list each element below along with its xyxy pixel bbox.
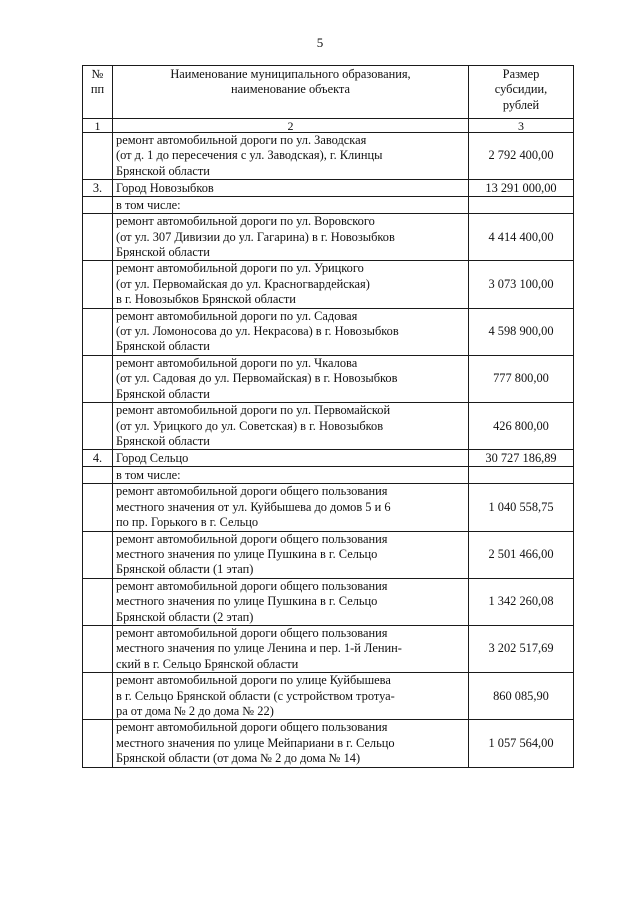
row-number (83, 261, 113, 308)
row-number (83, 308, 113, 355)
object-name: ремонт автомобильной дороги общего пользования местного значения от ул. Куйбышева до домов 5 и 6 по пр. Горького в г. Сельцо (113, 484, 469, 531)
object-name: ремонт автомобильной дороги общего пользования местного значения по улице Пушкина в г. Сельцо Брянской области (2 этап) (113, 578, 469, 625)
header-amount: Размер субсидии, рублей (469, 66, 574, 119)
subsidy-amount: 860 085,90 (469, 673, 574, 720)
object-name: ремонт автомобильной дороги общего пользования местного значения по улице Ленина и пер. 1-й Ленин- ский в г. Сельцо Брянской области (113, 625, 469, 672)
object-name: ремонт автомобильной дороги по ул. Заводская (от д. 1 до пересечения с ул. Заводская), г. Клинцы Брянской области (113, 133, 469, 180)
table-row (83, 531, 574, 578)
row-number (83, 197, 113, 214)
table-row (83, 355, 574, 402)
subsidy-amount: 3 202 517,69 (469, 625, 574, 672)
row-number (83, 531, 113, 578)
object-name: ремонт автомобильной дороги общего пользования местного значения по улице Мейпариани в г. Сельцо Брянской области (от дома № 2 до дома № 14) (113, 720, 469, 767)
row-number (83, 133, 113, 180)
table-row (83, 214, 574, 261)
group-row (83, 180, 574, 197)
municipality-name: Город Сельцо (113, 450, 469, 467)
municipality-name: Город Новозыбков (113, 180, 469, 197)
header-number: № пп (83, 66, 113, 119)
subsidy-amount: 3 073 100,00 (469, 261, 574, 308)
object-name: ремонт автомобильной дороги по ул. Чкалова (от ул. Садовая до ул. Первомайская) в г. Новозыбков Брянской области (113, 355, 469, 402)
subsidy-amount: 13 291 000,00 (469, 180, 574, 197)
table-row (83, 578, 574, 625)
subsidy-amount: 777 800,00 (469, 355, 574, 402)
subsidy-amount: 1 040 558,75 (469, 484, 574, 531)
row-number (83, 720, 113, 767)
object-name: ремонт автомобильной дороги по ул. Урицкого (от ул. Первомайская до ул. Красногвардейская) в г. Новозыбков Брянской области (113, 261, 469, 308)
subsidy-amount (469, 197, 574, 214)
table-row (83, 403, 574, 450)
object-name: ремонт автомобильной дороги по ул. Садовая (от ул. Ломоносова до ул. Некрасова) в г. Новозыбков Брянской области (113, 308, 469, 355)
subheading-row (83, 197, 574, 214)
row-number: 3. (83, 180, 113, 197)
subsidy-amount: 30 727 186,89 (469, 450, 574, 467)
subsidy-amount: 4 414 400,00 (469, 214, 574, 261)
subsidy-amount: 2 792 400,00 (469, 133, 574, 180)
column-index-2: 2 (113, 119, 469, 133)
row-number: 4. (83, 450, 113, 467)
table-row (83, 625, 574, 672)
table-row (83, 720, 574, 767)
row-number (83, 467, 113, 484)
column-index-row (83, 119, 574, 133)
row-number (83, 625, 113, 672)
subheading-row (83, 467, 574, 484)
object-name: ремонт автомобильной дороги по улице Куйбышева в г. Сельцо Брянской области (с устройством тротуа- ра от дома № 2 до дома № 22) (113, 673, 469, 720)
subsidy-amount: 426 800,00 (469, 403, 574, 450)
header-name: Наименование муниципального образования, наименование объекта (113, 66, 469, 119)
subsidy-amount (469, 467, 574, 484)
object-name: ремонт автомобильной дороги общего пользования местного значения по улице Пушкина в г. Сельцо Брянской области (1 этап) (113, 531, 469, 578)
table-row (83, 261, 574, 308)
row-number (83, 673, 113, 720)
object-name: ремонт автомобильной дороги по ул. Воровского (от ул. 307 Дивизии до ул. Гагарина) в г. Новозыбков Брянской области (113, 214, 469, 261)
table-row (83, 673, 574, 720)
row-number (83, 403, 113, 450)
object-name: ремонт автомобильной дороги по ул. Первомайской (от ул. Урицкого до ул. Советская) в г. Новозыбков Брянской области (113, 403, 469, 450)
subsidy-table (82, 65, 574, 768)
page-number: 5 (316, 35, 324, 50)
row-number (83, 578, 113, 625)
group-row (83, 450, 574, 467)
table-header-row (83, 66, 574, 119)
column-index-1: 1 (83, 119, 113, 133)
subsidy-amount: 4 598 900,00 (469, 308, 574, 355)
table-row (83, 484, 574, 531)
object-name: в том числе: (113, 467, 469, 484)
table-row (83, 133, 574, 180)
row-number (83, 214, 113, 261)
subsidy-amount: 1 342 260,08 (469, 578, 574, 625)
table-row (83, 308, 574, 355)
row-number (83, 484, 113, 531)
row-number (83, 355, 113, 402)
column-index-3: 3 (469, 119, 574, 133)
subsidy-amount: 2 501 466,00 (469, 531, 574, 578)
table-body (83, 133, 574, 768)
object-name: в том числе: (113, 197, 469, 214)
subsidy-amount: 1 057 564,00 (469, 720, 574, 767)
